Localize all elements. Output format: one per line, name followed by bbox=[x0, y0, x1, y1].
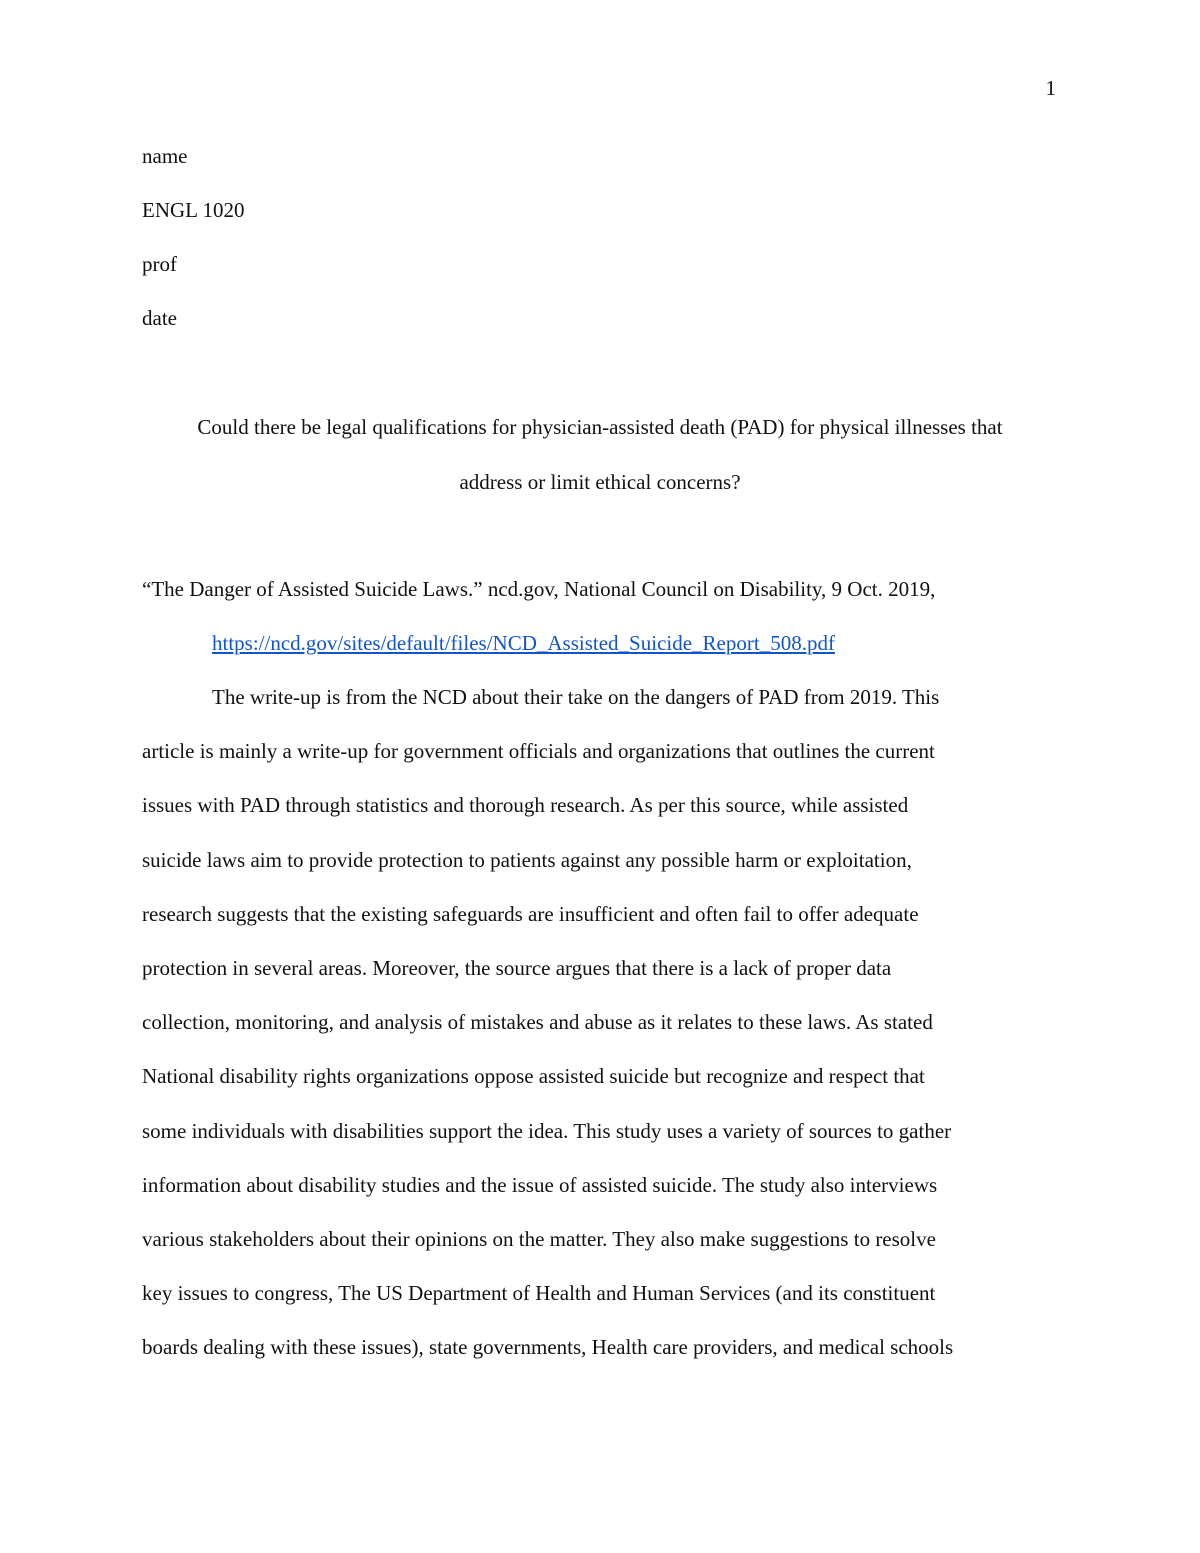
paragraph-line: key issues to congress, The US Department of Health and Human Services (and its constituent bbox=[142, 1281, 936, 1306]
paragraph-line: research suggests that the existing safeguards are insufficient and often fail to offer adequate bbox=[142, 901, 919, 926]
citation-url-line bbox=[142, 616, 1082, 670]
header-student-name: name bbox=[142, 144, 188, 168]
citation-text: “The Danger of Assisted Suicide Laws.” ncd.gov, National Council on Disability, 9 Oct. 2019, bbox=[142, 577, 936, 601]
paragraph-line: various stakeholders about their opinions on the matter. They also make suggestions to resolve bbox=[142, 1226, 936, 1251]
paragraph-line: suicide laws aim to provide protection to patients against any possible harm or exploitation, bbox=[142, 847, 912, 872]
paragraph-line: issues with PAD through statistics and thorough research. As per this source, while assisted bbox=[142, 793, 909, 818]
title-line: Could there be legal qualifications for physician-assisted death (PAD) for physical illnesses that bbox=[197, 415, 1003, 439]
paragraph-line: some individuals with disabilities support the idea. This study uses a variety of sources to gather bbox=[142, 1118, 952, 1143]
title-line: address or limit ethical concerns? bbox=[459, 470, 741, 494]
paragraph-line: article is mainly a write-up for government officials and organizations that outlines the current bbox=[142, 739, 935, 764]
annotation-paragraph bbox=[142, 670, 1082, 1374]
header-date: date bbox=[142, 306, 177, 330]
paragraph-line: protection in several areas. Moreover, the source argues that there is a lack of proper data bbox=[142, 955, 892, 980]
paragraph-line: information about disability studies and the issue of assisted suicide. The study also interviews bbox=[142, 1172, 938, 1197]
citation-link[interactable]: https://ncd.gov/sites/default/files/NCD_Assisted_Suicide_Report_508.pdf bbox=[212, 631, 835, 655]
citation-entry bbox=[142, 562, 1082, 670]
paragraph-line: boards dealing with these issues), state governments, Health care providers, and medical schools bbox=[142, 1335, 954, 1360]
student-header bbox=[142, 129, 1062, 345]
header-course: ENGL 1020 bbox=[142, 198, 245, 222]
page-number: 1 bbox=[1045, 76, 1056, 100]
paper-title bbox=[142, 400, 1058, 510]
paragraph-line: collection, monitoring, and analysis of mistakes and abuse as it relates to these laws. As stated bbox=[142, 1010, 933, 1035]
paragraph-line: National disability rights organizations oppose assisted suicide but recognize and respect that bbox=[142, 1064, 925, 1089]
header-professor: prof bbox=[142, 252, 177, 276]
paragraph-line: The write-up is from the NCD about their take on the dangers of PAD from 2019. This bbox=[212, 685, 940, 709]
